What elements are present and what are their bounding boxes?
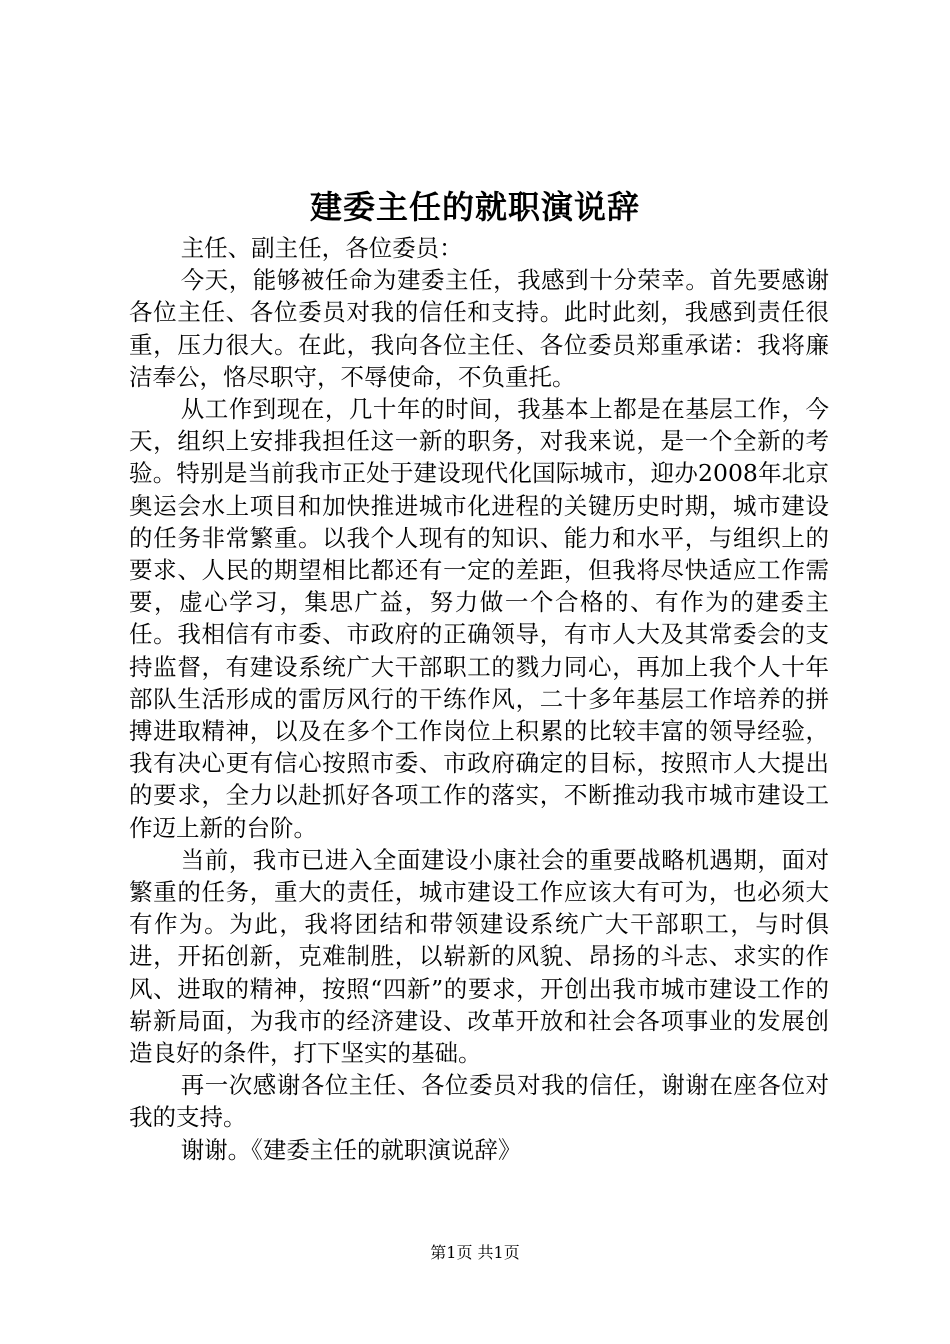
document-title: 建委主任的就职演说辞	[309, 188, 640, 226]
salutation-paragraph: 主任、副主任，各位委员：	[180, 234, 463, 262]
page-footer: 第1页 共1页	[430, 1243, 520, 1262]
closing-paragraph: 谢谢。《建委主任的就职演说辞》	[180, 1135, 522, 1164]
body-paragraph: 当前，我市已进入全面建设小康社会的重要战略机遇期，面对繁重的任务，重大的责任，城市建设工作应该大有可为，也必须大有作为。为此，我将团结和带领建设系统广大干部职工，与时俱进，开拓创新，克难制胜，以崭新的风貌、昂扬的斗志、求实的作风、进取的精神，按照“四新”的要求，开创出我市城市建设工作的崭新局面，为我市的经济建设、改革开放和社会各项事业的发展创造良好的条件，打下坚实的基础。	[129, 845, 829, 1068]
body-paragraph: 今天，能够被任命为建委主任，我感到十分荣幸。首先要感谢各位主任、各位委员对我的信任和支持。此时此刻，我感到责任很重，压力很大。在此，我向各位主任、各位委员郑重承诺：我将廉洁奉公，恪尽职守，不辱使命，不负重托。	[129, 266, 829, 391]
body-paragraph: 再一次感谢各位主任、各位委员对我的信任，谢谢在座各位对我的支持。	[129, 1071, 829, 1132]
document-body	[129, 232, 829, 1166]
body-paragraph: 从工作到现在，几十年的时间，我基本上都是在基层工作，今天，组织上安排我担任这一新的职务，对我来说，是一个全新的考验。特别是当前我市正处于建设现代化国际城市，迎办2008年北京奥运会水上项目和加快推进城市化进程的关键历史时期，城市建设的任务非常繁重。以我个人现有的知识、能力和水平，与组织上的要求、人民的期望相比都还有一定的差距，但我将尽快适应工作需要，虚心学习，集思广益，努力做一个合格的、有作为的建委主任。我相信有市委、市政府的正确领导，有市人大及其常委会的支持监督，有建设系统广大干部职工的戮力同心，再加上我个人十年部队生活形成的雷厉风行的干练作风，二十多年基层工作培养的拼搏进取精神，以及在多个工作岗位上积累的比较丰富的领导经验，我有决心更有信心按照市委、市政府确定的目标，按照市人大提出的要求，全力以赴抓好各项工作的落实，不断推动我市城市建设工作迈上新的台阶。	[129, 395, 829, 842]
